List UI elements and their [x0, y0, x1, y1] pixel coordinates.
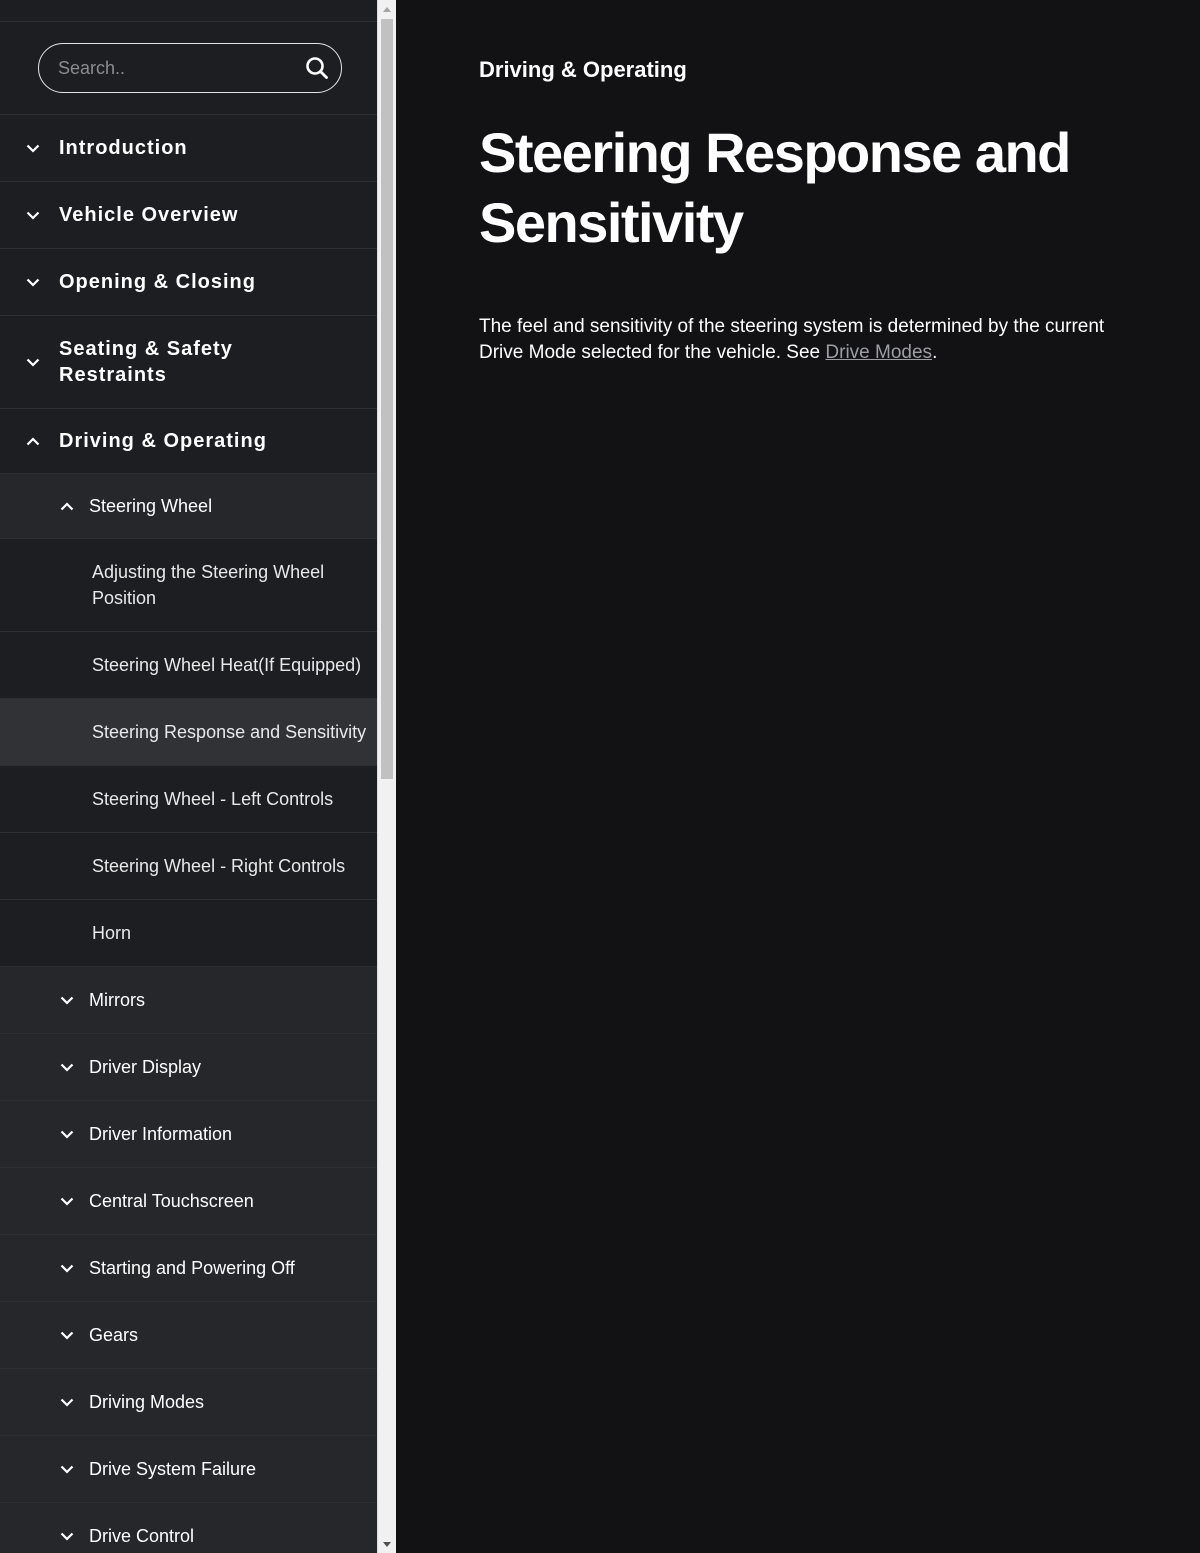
chevron-down-icon	[59, 992, 75, 1008]
search-icon[interactable]	[305, 56, 329, 80]
search-input[interactable]	[58, 58, 305, 79]
chevron-down-icon	[25, 354, 41, 370]
drive-modes-link[interactable]: Drive Modes	[825, 342, 933, 363]
sidebar-item-label: Driving & Operating	[59, 430, 267, 452]
sidebar-subitem-label: Driving Modes	[89, 1392, 205, 1412]
search-box[interactable]	[38, 43, 342, 93]
scroll-down-arrow-icon[interactable]	[378, 1535, 396, 1553]
chevron-down-icon	[59, 1327, 75, 1343]
sidebar-subitem-central-touchscreen[interactable]	[0, 1168, 377, 1235]
sidebar-leaf-adjusting-position[interactable]	[0, 539, 377, 632]
sidebar-subitem-driver-information[interactable]	[0, 1101, 377, 1168]
sidebar-subitem-gears[interactable]	[0, 1302, 377, 1369]
search-container	[0, 22, 377, 115]
sidebar-top-strip	[0, 0, 377, 22]
sidebar-leaf-label: Steering Wheel Heat(If Equipped)	[92, 655, 362, 675]
sidebar-subitem-label: Central Touchscreen	[89, 1191, 254, 1211]
sidebar-subitem-label: Mirrors	[89, 990, 145, 1010]
chevron-down-icon	[59, 1528, 75, 1544]
sidebar-leaf-label: Adjusting the Steering Wheel Position	[92, 562, 325, 608]
sidebar-leaf-label: Steering Wheel - Right Controls	[92, 856, 346, 876]
sidebar-leaf-horn[interactable]	[0, 900, 377, 967]
sidebar-subitem-mirrors[interactable]	[0, 967, 377, 1034]
sidebar-subitem-driving-modes[interactable]	[0, 1369, 377, 1436]
sidebar-item-label: Seating & Safety Restraints	[59, 338, 233, 386]
sidebar-nav	[0, 0, 377, 1553]
breadcrumb[interactable]: Driving & Operating	[479, 57, 687, 82]
sidebar-subitem-drive-control[interactable]	[0, 1503, 377, 1553]
sidebar-item-driving-operating[interactable]	[0, 409, 377, 474]
sidebar-subitem-label: Driver Information	[89, 1124, 233, 1144]
sidebar-item-label: Opening & Closing	[59, 271, 256, 293]
sidebar-subitem-steering-wheel[interactable]	[0, 474, 377, 539]
sidebar-item-vehicle-overview[interactable]	[0, 182, 377, 249]
sidebar-leaf-steering-response[interactable]	[0, 699, 377, 766]
chevron-up-icon	[59, 498, 75, 514]
sidebar-subitem-label: Drive System Failure	[89, 1459, 257, 1479]
sidebar-leaf-steering-wheel-heat[interactable]	[0, 632, 377, 699]
chevron-up-icon	[25, 433, 41, 449]
sidebar-subitem-starting-powering-off[interactable]	[0, 1235, 377, 1302]
chevron-down-icon	[59, 1193, 75, 1209]
sidebar-leaf-label: Horn	[92, 923, 132, 943]
page-body	[479, 314, 1119, 366]
scrollbar-thumb[interactable]	[381, 19, 393, 779]
chevron-down-icon	[59, 1394, 75, 1410]
sidebar-item-seating-safety[interactable]	[0, 316, 377, 409]
chevron-down-icon	[25, 140, 41, 156]
chevron-down-icon	[59, 1260, 75, 1276]
chevron-down-icon	[59, 1461, 75, 1477]
sidebar-leaf-right-controls[interactable]	[0, 833, 377, 900]
sidebar-item-label: Vehicle Overview	[59, 204, 239, 226]
sidebar-subitem-label: Steering Wheel	[89, 496, 213, 516]
sidebar-item-opening-closing[interactable]	[0, 249, 377, 316]
sidebar-subitem-label: Drive Control	[89, 1526, 195, 1546]
sidebar-leaf-label: Steering Wheel - Left Controls	[92, 789, 334, 809]
sidebar-leaf-left-controls[interactable]	[0, 766, 377, 833]
chevron-down-icon	[59, 1059, 75, 1075]
sidebar-subitem-driver-display[interactable]	[0, 1034, 377, 1101]
sidebar-subitem-drive-system-failure[interactable]	[0, 1436, 377, 1503]
sidebar-item-introduction[interactable]	[0, 115, 377, 182]
page-title: Steering Response and Sensitivity	[479, 121, 1070, 254]
chevron-down-icon	[25, 274, 41, 290]
chevron-down-icon	[59, 1126, 75, 1142]
scroll-up-arrow-icon[interactable]	[378, 0, 396, 18]
sidebar-subitem-label: Starting and Powering Off	[89, 1258, 295, 1278]
body-text-end: .	[932, 342, 938, 363]
sidebar-subitem-label: Driver Display	[89, 1057, 202, 1077]
sidebar-leaf-label: Steering Response and Sensitivity	[92, 722, 367, 742]
sidebar-subitem-label: Gears	[89, 1325, 139, 1345]
sidebar-scrollbar[interactable]	[377, 0, 396, 1553]
chevron-down-icon	[25, 207, 41, 223]
body-text: The feel and sensitivity of the steering system is determined by the current Drive Mode selected for the vehicle. See	[479, 316, 1105, 363]
sidebar-item-label: Introduction	[59, 137, 188, 159]
